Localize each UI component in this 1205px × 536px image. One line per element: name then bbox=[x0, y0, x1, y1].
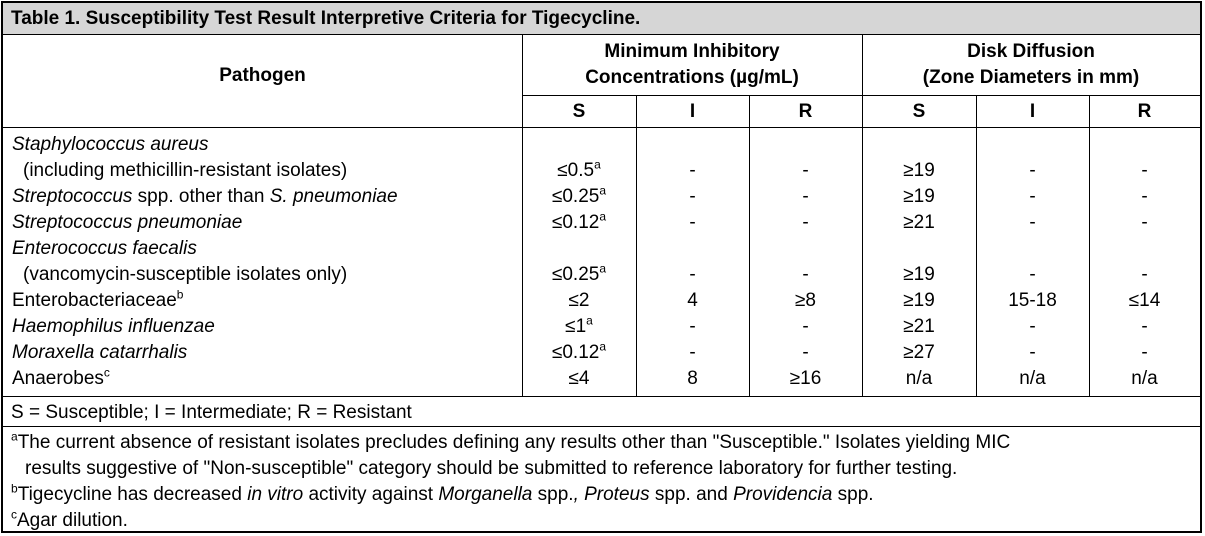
header-disk-r: R bbox=[1137, 101, 1152, 122]
row-pathogen-name: Enterococcus faecalis bbox=[12, 238, 197, 259]
cell-mic-i: - bbox=[689, 160, 696, 181]
cell-mic-i: 4 bbox=[687, 290, 698, 311]
cell-mic-i: 8 bbox=[687, 368, 698, 389]
cell-mic-i: - bbox=[689, 212, 696, 233]
row-pathogen-name: Streptococcus spp. other than S. pneumoniae bbox=[12, 186, 398, 207]
divider bbox=[3, 396, 1200, 397]
cell-mic-i: - bbox=[689, 264, 696, 285]
cell-disk-r: - bbox=[1141, 316, 1148, 337]
cell-disk-i: - bbox=[1029, 186, 1036, 207]
cell-disk-i: - bbox=[1029, 160, 1036, 181]
cell-disk-s: ≥21 bbox=[903, 316, 935, 337]
row-pathogen-subtext: (including methicillin-resistant isolates) bbox=[23, 160, 348, 181]
cell-mic-r: - bbox=[802, 342, 809, 363]
cell-disk-i: - bbox=[1029, 342, 1036, 363]
cell-mic-s: ≤0.12$^a$ bbox=[551, 209, 607, 233]
cell-disk-s: ≥19 bbox=[903, 186, 935, 207]
cell-mic-r: - bbox=[802, 186, 809, 207]
cell-disk-i: - bbox=[1029, 316, 1036, 337]
row-pathogen-name: Moraxella catarrhalis bbox=[12, 342, 188, 363]
cell-mic-i: - bbox=[689, 342, 696, 363]
divider bbox=[3, 127, 1200, 128]
row-pathogen-name: Haemophilus influenzae bbox=[12, 316, 215, 337]
cell-disk-r: - bbox=[1141, 160, 1148, 181]
cell-disk-s: ≥21 bbox=[903, 212, 935, 233]
row-pathogen-name: Enterobacteriaceae$^b$ bbox=[12, 287, 184, 311]
header-mic-r: R bbox=[798, 101, 813, 122]
table-frame bbox=[1, 1, 1202, 533]
header-mic-line1: Minimum Inhibitory bbox=[604, 41, 780, 62]
cell-disk-r: - bbox=[1141, 342, 1148, 363]
cell-disk-r: ≤14 bbox=[1128, 290, 1161, 311]
header-disk-s: S bbox=[912, 101, 926, 122]
cell-disk-i: 15-18 bbox=[1008, 290, 1057, 311]
divider bbox=[3, 426, 1200, 427]
cell-disk-i: - bbox=[1029, 264, 1036, 285]
header-disk-line2: (Zone Diameters in mm) bbox=[922, 67, 1140, 88]
cell-mic-r: - bbox=[802, 160, 809, 181]
cell-disk-s: ≥19 bbox=[903, 160, 935, 181]
cell-mic-r: - bbox=[802, 264, 809, 285]
header-mic-s: S bbox=[572, 101, 586, 122]
header-disk-i: I bbox=[1029, 101, 1036, 122]
divider bbox=[522, 95, 1200, 96]
cell-mic-s: ≤0.25$^a$ bbox=[551, 261, 607, 285]
footnote-b: $^b$Tigecycline has decreased in vitro activity against Morganella spp., Proteus spp. and Providencia spp. bbox=[11, 481, 874, 505]
cell-disk-r: - bbox=[1141, 264, 1148, 285]
cell-disk-s: ≥19 bbox=[903, 290, 935, 311]
cell-mic-r: - bbox=[802, 316, 809, 337]
cell-mic-r: - bbox=[802, 212, 809, 233]
cell-disk-i: n/a bbox=[1019, 368, 1046, 389]
row-pathogen-name: Staphylococcus aureus bbox=[12, 134, 209, 155]
cell-mic-s: ≤0.5$^a$ bbox=[557, 157, 601, 181]
row-pathogen-subtext: (vancomycin-susceptible isolates only) bbox=[23, 264, 348, 285]
cell-mic-s: ≤0.12$^a$ bbox=[551, 339, 607, 363]
cell-disk-i: - bbox=[1029, 212, 1036, 233]
header-pathogen: Pathogen bbox=[219, 65, 306, 86]
cell-mic-s: ≤0.25$^a$ bbox=[551, 183, 607, 207]
table-caption: Table 1. Susceptibility Test Result Interpretive Criteria for Tigecycline. bbox=[3, 3, 1200, 35]
row-pathogen-name: Streptococcus pneumoniae bbox=[12, 212, 243, 233]
cell-mic-s: ≤2 bbox=[568, 290, 590, 311]
row-pathogen-name: Anaerobes$^c$ bbox=[12, 365, 110, 389]
cell-disk-s: ≥19 bbox=[903, 264, 935, 285]
footnote-a-continued: results suggestive of "Non-susceptible" category should be submitted to reference laboratory for further testing. bbox=[25, 458, 958, 479]
cell-mic-i: - bbox=[689, 186, 696, 207]
header-mic-i: I bbox=[689, 101, 696, 122]
cell-disk-r: - bbox=[1141, 186, 1148, 207]
cell-disk-r: - bbox=[1141, 212, 1148, 233]
cell-disk-r: n/a bbox=[1131, 368, 1158, 389]
footnote-c: $^c$Agar dilution. bbox=[11, 507, 128, 531]
header-mic-line2: Concentrations (µg/mL) bbox=[585, 67, 799, 88]
cell-mic-s: ≤4 bbox=[568, 368, 590, 389]
footnote-legend: S = Susceptible; I = Intermediate; R = Resistant bbox=[11, 402, 412, 423]
cell-mic-r: ≥16 bbox=[789, 368, 822, 389]
header-disk-line1: Disk Diffusion bbox=[967, 41, 1095, 62]
cell-mic-r: ≥8 bbox=[795, 290, 816, 311]
footnote-a: $^a$The current absence of resistant isolates precludes defining any results other than "Susceptible." Isolates yielding MIC bbox=[11, 429, 1011, 453]
cell-mic-i: - bbox=[689, 316, 696, 337]
cell-disk-s: ≥27 bbox=[903, 342, 935, 363]
cell-disk-s: n/a bbox=[905, 368, 933, 389]
cell-mic-s: $\le 1^a$ bbox=[565, 313, 593, 337]
